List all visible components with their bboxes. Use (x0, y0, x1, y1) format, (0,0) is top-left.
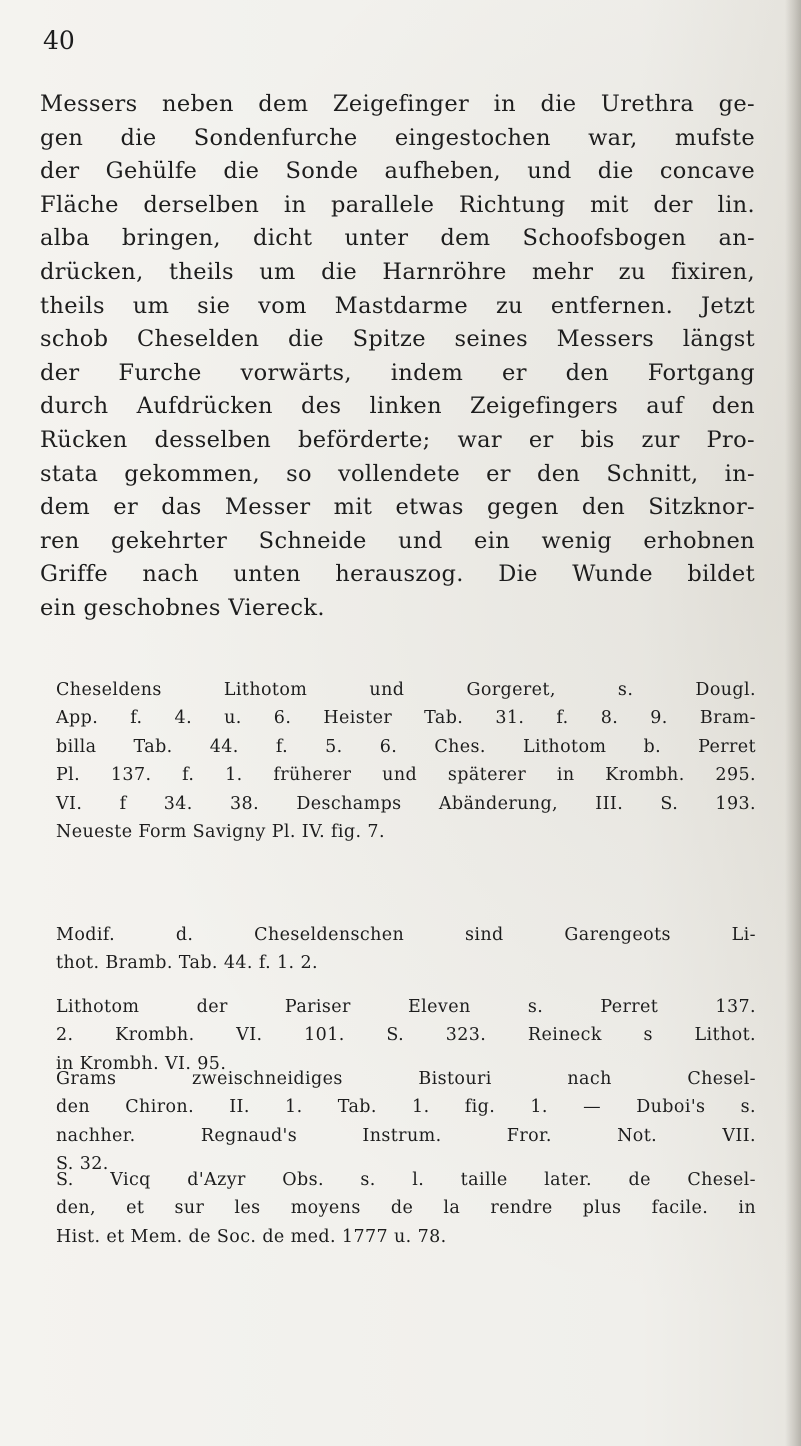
note-block-grams-bistouri (56, 1065, 756, 1179)
note-line: Modif. d. Cheseldenschen sind Garengeots Li- (56, 925, 756, 945)
body-line: Griffe nach unten herauszog. Die Wunde bildet (40, 561, 755, 588)
body-line: alba bringen, dicht unter dem Schoofsbogen an- (40, 225, 755, 252)
note-line: nachher. Regnaud's Instrum. Fror. Not. VII. (56, 1125, 756, 1146)
body-line: gen die Sondenfurche eingestochen war, mufste (40, 124, 755, 151)
note-block-cheselden-lithotom (56, 676, 756, 846)
body-line: Rücken desselben beförderte; war er bis zur Pro- (40, 426, 755, 453)
body-line: der Gehülfe die Sonde aufheben, und die concave (40, 158, 755, 185)
note-line: 2. Krombh. VI. 101. S. 323. Reineck s Lithot. (56, 1025, 756, 1046)
page-number: 40 (43, 26, 75, 55)
note-line: S. 32. (56, 1154, 109, 1175)
note-line: thot. Bramb. Tab. 44. f. 1. 2. (56, 953, 318, 974)
note-line: den, et sur les moyens de la rendre plus facile. in (56, 1198, 756, 1219)
main-paragraph (40, 88, 755, 626)
note-block-modifications (56, 921, 756, 978)
note-line: Pl. 137. f. 1. früherer und späterer in Krombh. 295. (56, 765, 756, 786)
body-line: Messers neben dem Zeigefinger in die Urethra ge- (40, 91, 755, 117)
body-line: ren gekehrter Schneide und ein wenig erhobnen (40, 527, 755, 554)
note-line: Hist. et Mem. de Soc. de med. 1777 u. 78. (56, 1226, 447, 1247)
note-line: in Krombh. VI. 95. (56, 1053, 227, 1074)
note-block-vicq-dazyr (56, 1166, 756, 1251)
body-line: dem er das Messer mit etwas gegen den Sitzknor- (40, 494, 755, 521)
note-line: VI. f 34. 38. Deschamps Abänderung, III. S. 193. (56, 793, 756, 814)
body-line: Fläche derselben in parallele Richtung mit der lin. (40, 191, 755, 218)
note-line: billa Tab. 44. f. 5. 6. Ches. Lithotom b. Perret (56, 736, 756, 757)
body-line: theils um sie vom Mastdarme zu entfernen. Jetzt (40, 292, 755, 319)
body-line: ein geschobnes Viereck. (40, 594, 325, 621)
body-line: durch Aufdrücken des linken Zeigefingers auf den (40, 393, 755, 420)
note-line: Lithotom der Pariser Eleven s. Perret 137. (56, 997, 756, 1017)
note-line: Cheseldens Lithotom und Gorgeret, s. Dougl. (56, 680, 756, 700)
note-line: Grams zweischneidiges Bistouri nach Chesel- (56, 1069, 756, 1089)
body-line: der Furche vorwärts, indem er den Fortgang (40, 359, 755, 386)
note-line: den Chiron. II. 1. Tab. 1. fig. 1. — Duboi's s. (56, 1097, 756, 1118)
note-line: Neueste Form Savigny Pl. IV. fig. 7. (56, 822, 385, 843)
body-line: stata gekommen, so vollendete er den Schnitt, in- (40, 460, 755, 487)
body-line: schob Cheselden die Spitze seines Messers längst (40, 326, 755, 353)
note-line: App. f. 4. u. 6. Heister Tab. 31. f. 8. 9. Bram- (56, 708, 756, 729)
note-line: S. Vicq d'Azyr Obs. s. l. taille later. de Chesel- (56, 1170, 756, 1190)
page-edge-shadow (785, 0, 801, 1446)
body-line: drücken, theils um die Harnröhre mehr zu fixiren, (40, 258, 755, 285)
